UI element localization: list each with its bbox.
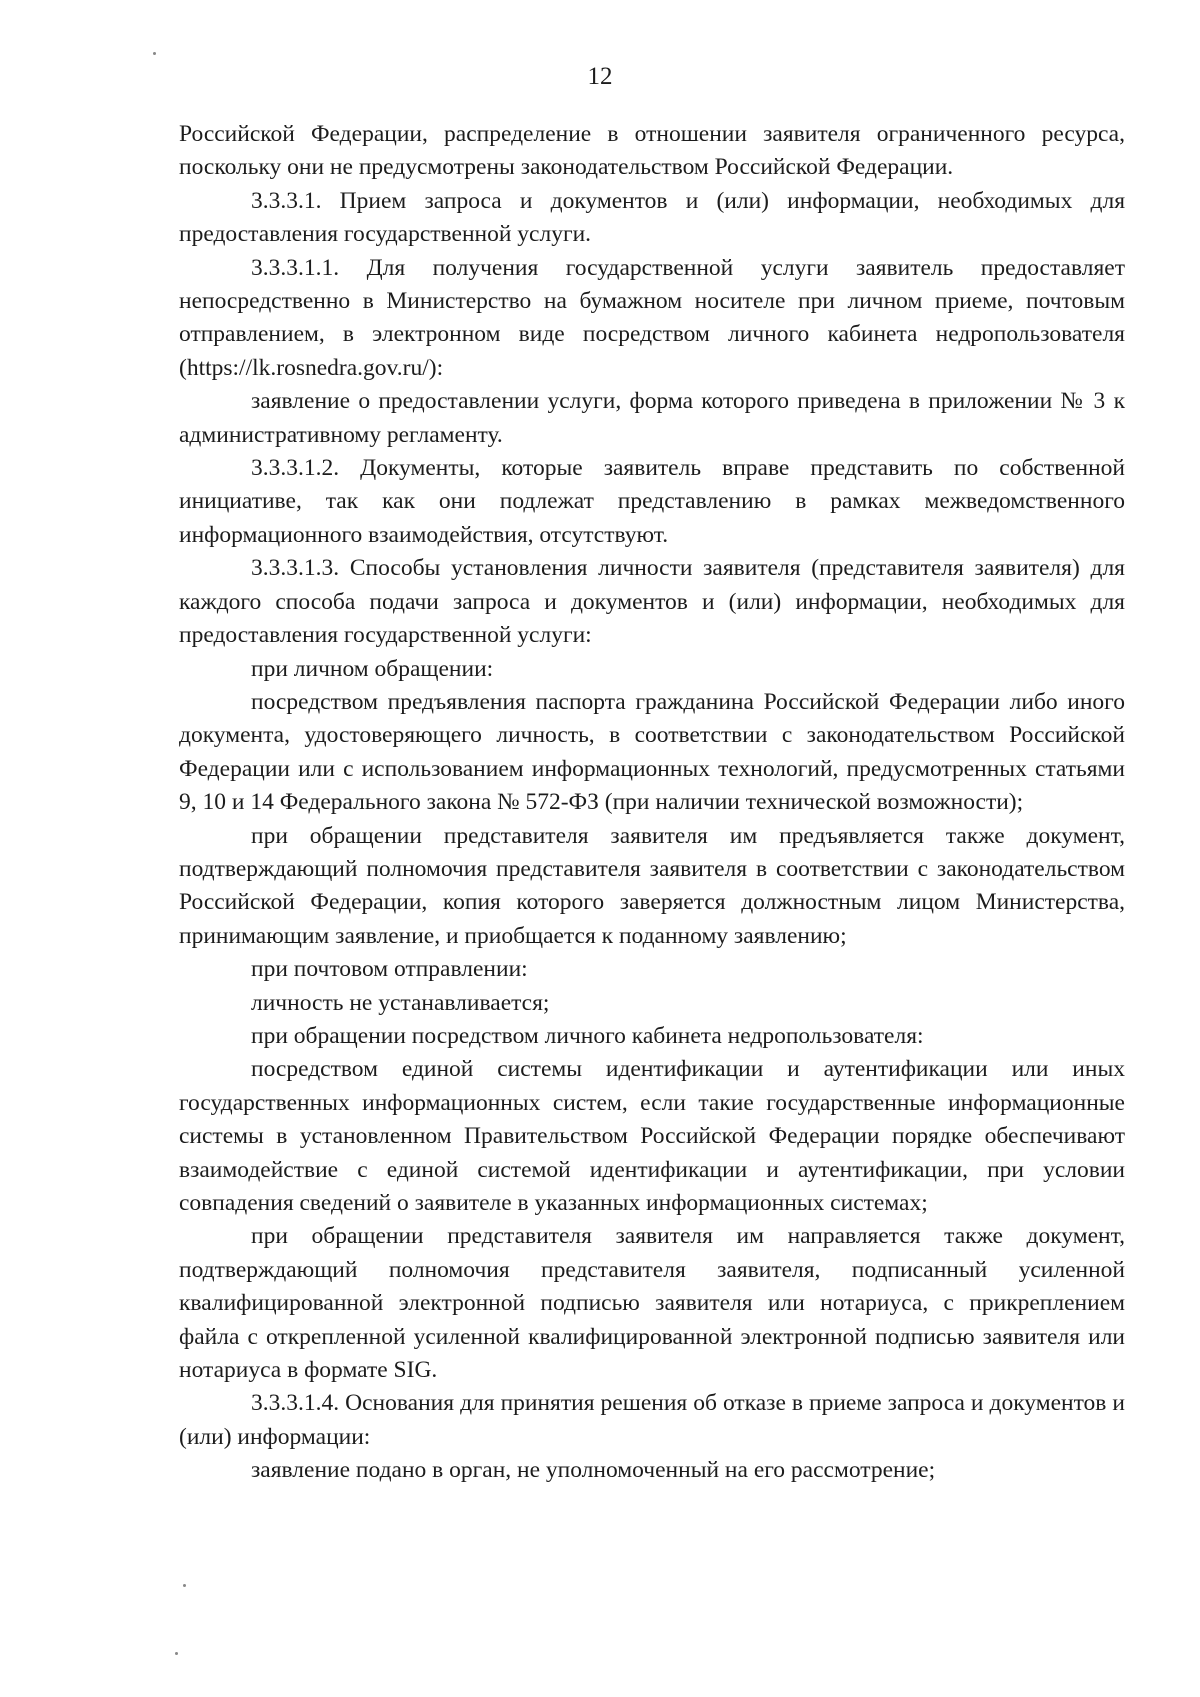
paragraph-representative-online: при обращении представителя заявителя им направляется также документ, подтверждающий полномочия представителя заявителя, подписанный усиленной квалифицированной электронной подписью заявителя или нотариуса, с прикреплением файла с открепленной усиленной квалифицированной электронной подписью заявителя или нотариуса в формате SIG.: [179, 1223, 1125, 1384]
paragraph-identity-not-established: личность не устанавливается;: [251, 989, 550, 1016]
paragraph-3-3-3-1-1: 3.3.3.1.1. Для получения государственной услуги заявитель предоставляет непосредственно в Министерство на бумажном носителе при личном приеме, почтовым отправлением, в электронном виде посредством личного кабинета недропользователя (https://lk.rosnedra.gov.ru/):: [179, 254, 1125, 381]
document-body: [179, 118, 1125, 1488]
paragraph-representative-in-person: при обращении представителя заявителя им предъявляется также документ, подтверждающий полномочия представителя заявителя в соответствии с законодательством Российской Федерации, копия которого заверяется должностным лицом Министерства, принимающим заявление, и приобщается к поданному заявлению;: [179, 822, 1125, 949]
paragraph-3-3-3-1-2: 3.3.3.1.2. Документы, которые заявитель вправе представить по собственной инициативе, так как они подлежат представлению в рамках межведомственного информационного взаимодействия, отсутствуют.: [179, 455, 1125, 548]
paragraph-3-3-3-1-3: 3.3.3.1.3. Способы установления личности заявителя (представителя заявителя) для каждого способа подачи запроса и документов и (или) информации, необходимых для предоставления государственной услуги:: [179, 555, 1125, 649]
page-number: 12: [587, 63, 613, 90]
paragraph-application-form: заявление о предоставлении услуги, форма которого приведена в приложении № 3 к административному регламенту.: [179, 388, 1125, 448]
paragraph-3-3-3-1: 3.3.3.1. Прием запроса и документов и (или) информации, необходимых для предоставления государственной услуги.: [179, 187, 1125, 248]
paragraph-personal-cabinet: при обращении посредством личного кабинета недропользователя:: [251, 1022, 924, 1049]
paragraph-in-person: при личном обращении:: [251, 655, 494, 682]
paragraph-wrong-authority: заявление подано в орган, не уполномоченный на его рассмотрение;: [251, 1457, 936, 1484]
paragraph-by-post: при почтовом отправлении:: [251, 956, 528, 983]
scan-speck: [175, 1652, 178, 1655]
paragraph-continuation: Российской Федерации, распределение в отношении заявителя ограниченного ресурса, поскольку они не предусмотрены законодательством Российской Федерации.: [179, 121, 1125, 181]
paragraph-passport: посредством предъявления паспорта гражданина Российской Федерации либо иного документа, удостоверяющего личность, в соответствии с законодательством Российской Федерации или с использованием информационных технологий, предусмотренных статьями 9, 10 и 14 Федерального закона № 572-ФЗ (при наличии технической возможности);: [179, 688, 1125, 816]
scan-speck: [153, 52, 156, 55]
paragraph-esia: посредством единой системы идентификации и аутентификации или иных государственных информационных систем, если такие государственные информационные системы в установленном Правительством Российской Федерации порядке обеспечивают взаимодействие с единой системой идентификации и аутентификации, при условии совпадения сведений о заявителе в указанных информационных системах;: [179, 1056, 1125, 1216]
paragraph-3-3-3-1-4: 3.3.3.1.4. Основания для принятия решения об отказе в приеме запроса и документов и (или) информации:: [179, 1390, 1125, 1450]
scan-speck: [183, 1584, 186, 1587]
